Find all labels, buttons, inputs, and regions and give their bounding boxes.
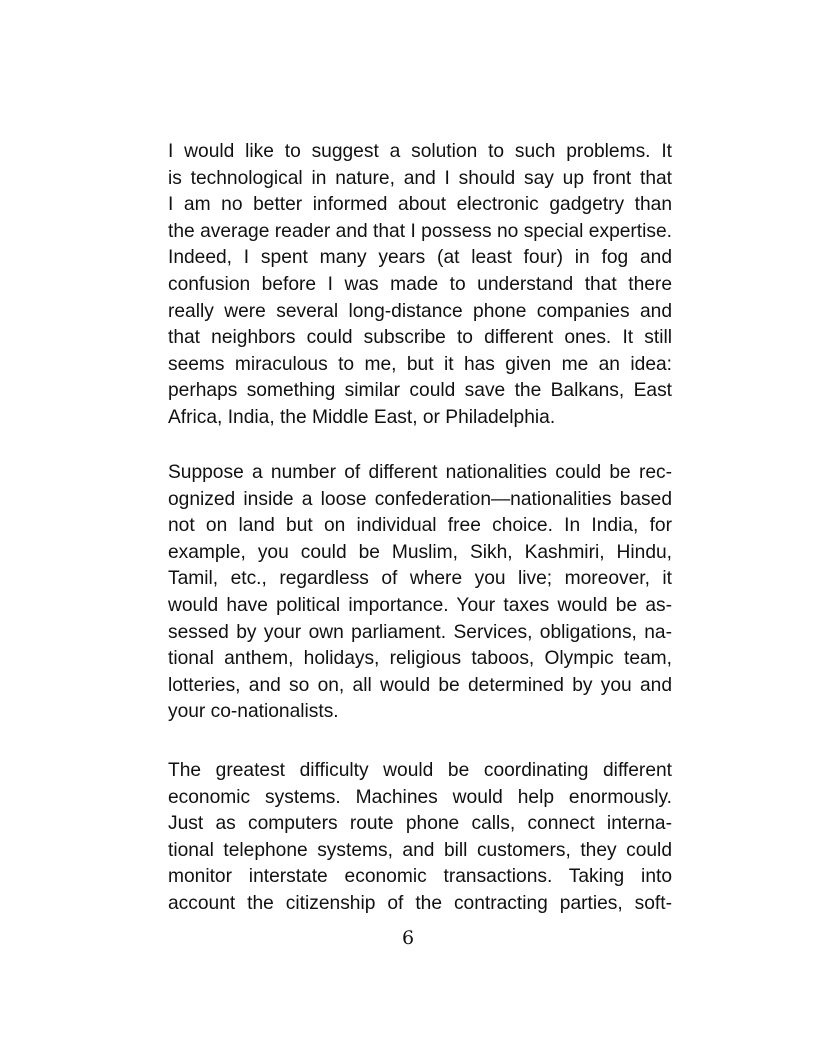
page-number: 6 (401, 927, 415, 949)
text-line: example, you could be Muslim, Sikh, Kashmiri, Hindu, (168, 541, 672, 563)
text-line: lotteries, and so on, all would be determined by you and (168, 674, 672, 696)
text-line: The greatest difficulty would be coordinating different (168, 760, 672, 781)
text-line: Suppose a number of different nationalities could be rec- (168, 462, 672, 483)
text-line: Just as computers route phone calls, connect interna- (168, 813, 672, 835)
text-line: sessed by your own parliament. Services, obligations, na- (168, 621, 672, 643)
text-line: Tamil, etc., regardless of where you live; moreover, it (168, 568, 672, 590)
text-line: is technological in nature, and I should say up front that (168, 167, 672, 189)
paragraph-3 (168, 758, 672, 918)
text-line: seems miraculous to me, but it has given me an idea: (168, 353, 672, 375)
text-line: Africa, India, the Middle East, or Philadelphia. (168, 406, 556, 428)
text-line: monitor interstate economic transactions. Taking into (168, 866, 672, 888)
paragraph-2 (168, 460, 672, 726)
text-line: account the citizenship of the contracting parties, soft- (168, 892, 672, 914)
text-line: the average reader and that I possess no special expertise. (168, 220, 672, 242)
paragraph-1 (168, 139, 672, 432)
text-line: would have political importance. Your taxes would be as- (168, 594, 672, 616)
text-line: confusion before I was made to understand that there (168, 273, 672, 295)
text-line: economic systems. Machines would help enormously. (168, 786, 672, 808)
text-line: your co-nationalists. (168, 701, 339, 723)
text-line: perhaps something similar could save the Balkans, East (168, 380, 672, 402)
text-line: really were several long-distance phone companies and (168, 300, 672, 322)
text-line: I am no better informed about electronic gadgetry than (168, 194, 672, 216)
text-line: Indeed, I spent many years (at least four) in fog and (168, 247, 672, 269)
text-line: I would like to suggest a solution to such problems. It (168, 141, 672, 162)
text-line: tional anthem, holidays, religious taboos, Olympic team, (168, 648, 672, 670)
text-line: that neighbors could subscribe to different ones. It still (168, 327, 672, 349)
text-line: tional telephone systems, and bill customers, they could (168, 839, 672, 861)
text-line: ognized inside a loose confederation—nationalities based (168, 488, 672, 510)
text-line: not on land but on individual free choice. In India, for (168, 515, 672, 537)
